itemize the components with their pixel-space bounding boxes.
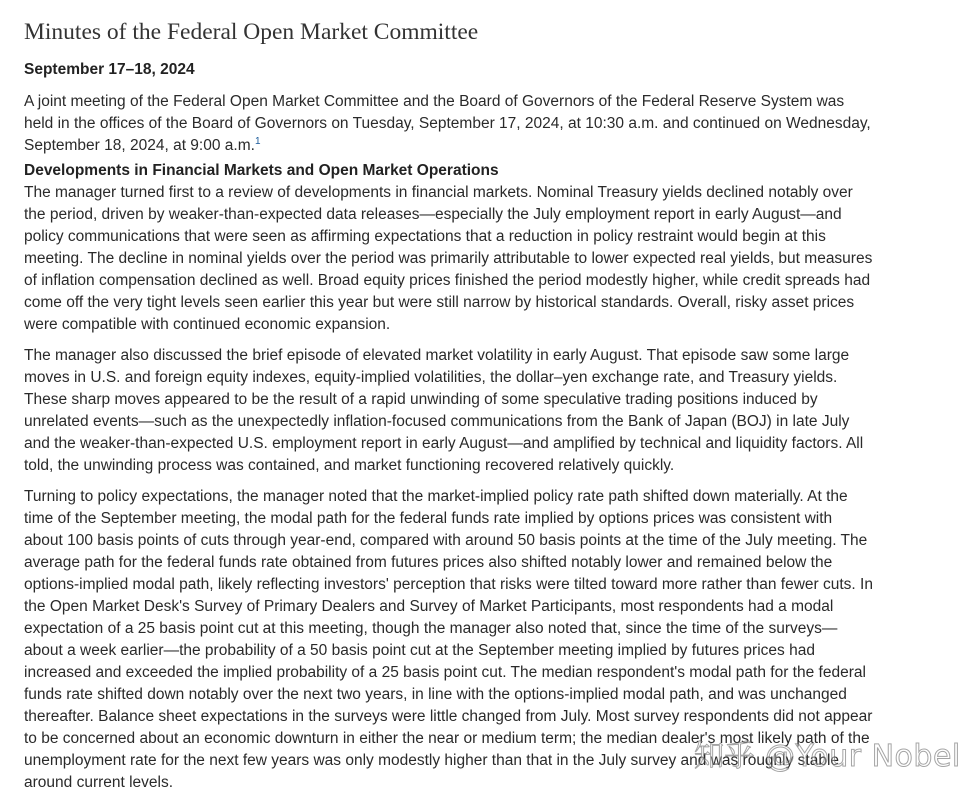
paragraph-financial-markets: The manager turned first to a review of developments in financial markets. Nominal Treasury yields declined notably over the period, driven by weaker-than-expected data releases—especially the July employment report in early August—and policy communications that were seen as affirming expectations that a reduction in policy restraint would begin at this meeting. The decline in nominal yields over the period was primarily attributable to lower expected real yields, but measures of inflation compensation declined as well. Broad equity prices finished the period modestly higher, while credit spreads had come off the very tight levels seen earlier this year but were still narrow by historical standards. Overall, risky asset prices were compatible with continued economic expansion. — [24, 184, 873, 333]
meeting-date: September 17–18, 2024 — [24, 61, 195, 78]
intro-paragraph — [24, 91, 874, 157]
section-heading: Developments in Financial Markets and Open Market Operations — [24, 162, 499, 179]
footnote-1[interactable]: 1 — [254, 136, 261, 147]
footnote-link[interactable] — [255, 136, 261, 147]
page-title: Minutes of the Federal Open Market Committee — [24, 19, 479, 45]
document-page — [24, 0, 874, 794]
paragraph-policy-expectations: Turning to policy expectations, the manager noted that the market-implied policy rate path shifted down materially. At the time of the September meeting, the modal path for the federal funds rate implied by options prices was consistent with about 100 basis points of cuts through year-end, compared with around 50 basis points at the time of the July meeting. The average path for the federal funds rate obtained from futures prices also shifted notably lower and remained below the options-implied modal path, likely reflecting investors' perception that risks were tilted toward more rather than fewer cuts. In the Open Market Desk's Survey of Primary Dealers and Survey of Market Participants, most respondents had a modal expectation of a 25 basis point cut at this meeting, though the manager also noted that, since the time of the surveys—about a week earlier—the probability of a 50 basis point cut at the September meeting implied by futures prices had increased and exceeded the implied probability of a 25 basis point cut. The median respondent's modal path for the federal funds rate shifted down notably over the next two years, in line with the options-implied modal path, and was unchanged thereafter. Balance sheet expectations in the surveys were little changed from July. Most survey respondents did not appear to be concerned about an economic downturn in either the near or medium term; the median dealer's most likely path of the unemployment rate for the next few years was only modestly higher than that in the July survey and was roughly stable around current levels. — [24, 488, 873, 791]
intro-text: A joint meeting of the Federal Open Market Committee and the Board of Governors of the Federal Reserve System was held in the offices of the Board of Governors on Tuesday, September 17, 2024, at 10:30 a.m. and continued on Wednesday, September 18, 2024, at 9:00 a.m. — [24, 93, 871, 154]
paragraph-market-volatility: The manager also discussed the brief episode of elevated market volatility in early August. That episode saw some large moves in U.S. and foreign equity indexes, equity-implied volatilities, the dollar–yen exchange rate, and Treasury yields. These sharp moves appeared to be the result of a rapid unwinding of some speculative trading positions induced by unrelated events—such as the unexpectedly inflation-focused communications from the Bank of Japan (BOJ) in late July and the weaker-than-expected U.S. employment report in early August—and amplified by technical and liquidity factors. All told, the unwinding process was contained, and market functioning recovered relatively quickly. — [24, 347, 864, 474]
watermark: 知乎 @Your Nobel — [694, 739, 961, 774]
